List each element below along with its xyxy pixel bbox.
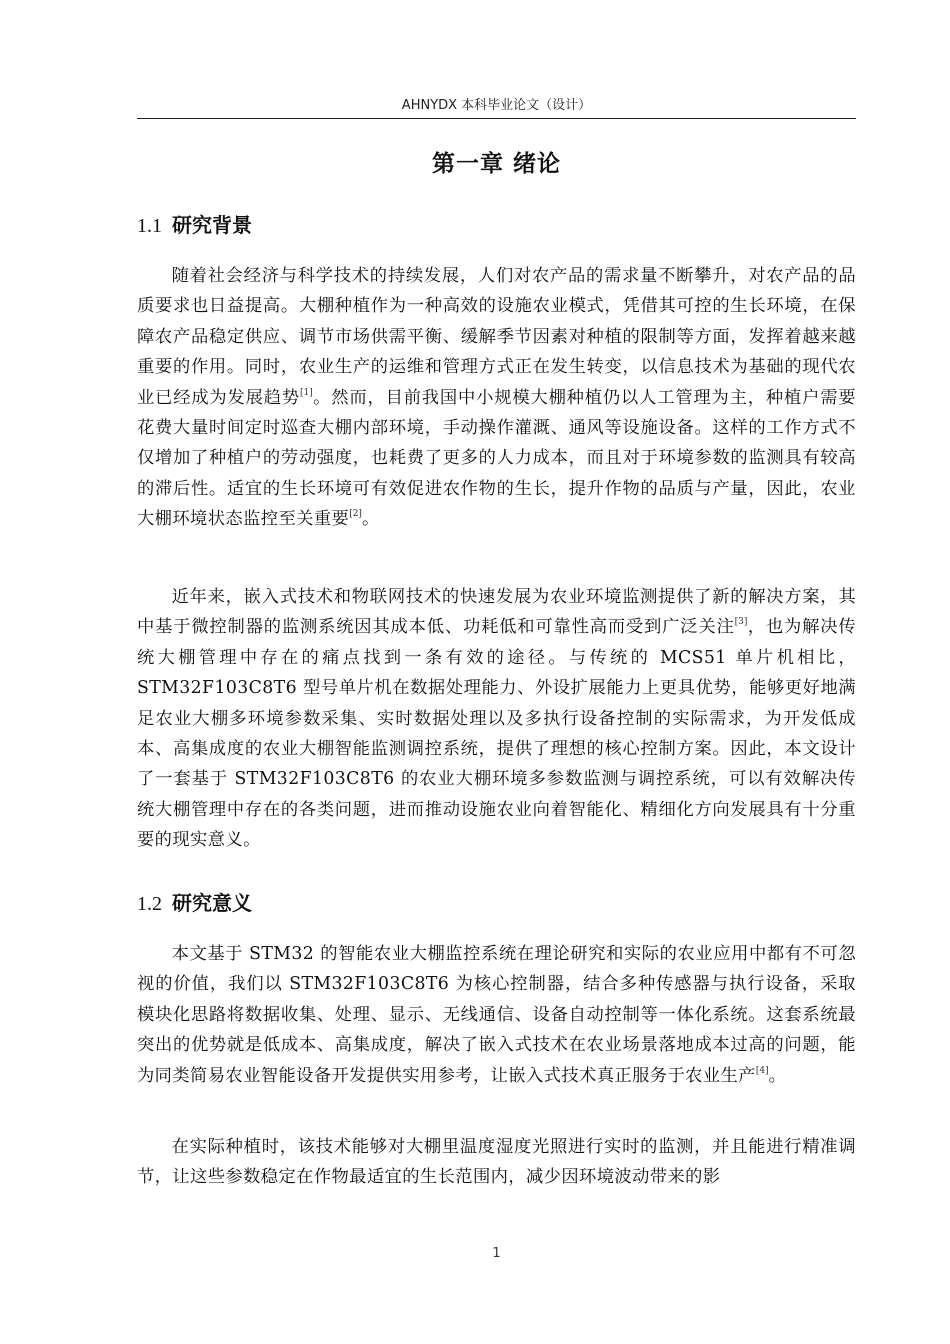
citation-ref[interactable]: [3] [734,617,748,628]
body-paragraph [137,939,856,1091]
header-rule [137,118,856,119]
section-title: 研究意义 [172,891,252,915]
paragraph-text: 。 [361,509,380,530]
section-heading-1-2 [137,889,856,918]
paragraph-text: 。 [768,1065,787,1086]
citation-ref[interactable]: [1] [299,387,313,398]
body-paragraph [137,582,856,856]
paragraph-text: 。然而，目前我国中小规模大棚种植仍以人工管理为主，种植户需要花费大量时间定时巡查大棚内部环境，手动操作灌溉、通风等设施设备。这样的工作方式不仅增加了种植户的劳动强度，也耗费了更多的人力成本，而且对于环境参数的监测具有较高的滞后性。适宜的生长环境可有效促进农作物的生长，提升作物的品质与产量，因此，农业大棚环境状态监控至关重要 [137,387,856,530]
paragraph-text: ，也为解决传统大棚管理中存在的痛点找到一条有效的途径。与传统的 MCS51 单片机相比，STM32F103C8T6 型号单片机在数据处理能力、外设扩展能力上更具优势，能够更好地满足农业大棚多环境参数采集、实时数据处理以及多执行设备控制的实际需求，为开发低成本、高集成度的农业大棚智能监测调控系统，提供了理想的核心控制方案。因此，本文设计了一套基于 STM32F103C8T6 的农业大棚环境多参数监测与调控系统，可以有效解决传统大棚管理中存在的各类问题，进而推动设施农业向着智能化、精细化方向发展具有十分重要的现实意义。 [137,617,856,851]
paragraph-text: 近年来，嵌入式技术和物联网技术的快速发展为农业环境监测提供了新的解决方案，其中基于微控制器的监测系统因其成本低、功耗低和可靠性高而受到广泛关注 [137,587,856,638]
page-number: 1 [492,1246,501,1261]
section-title: 研究背景 [172,213,252,237]
section-heading-1-1 [137,211,856,240]
paragraph-text: 本文基于 STM32 的智能农业大棚监控系统在理论研究和实际的农业应用中都有不可忽视的价值，我们以 STM32F103C8T6 为核心控制器，结合多种传感器与执行设备，采取模块化思路将数据收集、处理、显示、无线通信、设备自动控制等一体化系统。这套系统最突出的优势就是低成本、高集成度，解决了嵌入式技术在农业场景落地成本过高的问题，能为同类简易农业智能设备开发提供实用参考，让嵌入式技术真正服务于农业生产 [137,944,856,1086]
body-paragraph [137,1132,856,1193]
paragraph-text: 在实际种植时，该技术能够对大棚里温度湿度光照进行实时的监测，并且能进行精准调节，让这些参数稳定在作物最适宜的生长范围内，减少因环境波动带来的影 [137,1137,856,1188]
section-number: 1.1 [137,215,162,237]
section-number: 1.2 [137,893,162,915]
paragraph-text: 随着社会经济与科学技术的持续发展，人们对农产品的需求量不断攀升，对农产品的品质要求也日益提高。大棚种植作为一种高效的设施农业模式，凭借其可控的生长环境，在保障农产品稳定供应、调节市场供需平衡、缓解季节因素对种植的限制等方面，发挥着越来越重要的作用。同时，农业生产的运维和管理方式正在发生转变，以信息技术为基础的现代农业已经成为发展趋势 [137,266,856,408]
citation-ref[interactable]: [2] [349,509,362,520]
citation-ref[interactable]: [4] [755,1065,769,1076]
body-paragraph [137,261,856,535]
chapter-title: 第一章 绪论 [431,151,561,177]
running-header: AHNYDX 本科毕业论文（设计） [401,98,592,113]
